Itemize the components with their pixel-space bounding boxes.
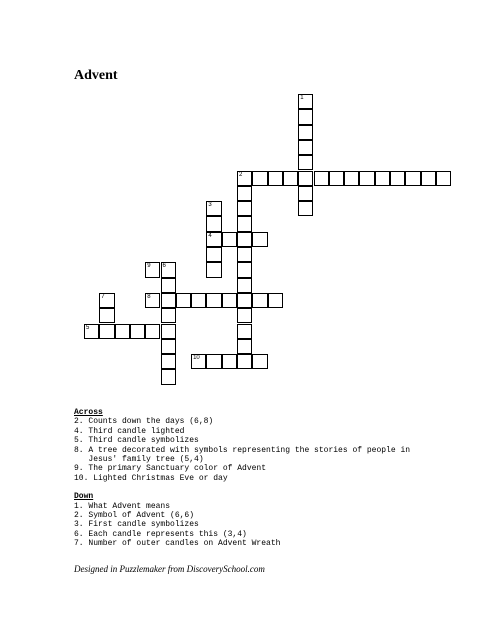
grid-cell[interactable] [237,171,252,186]
grid-cell[interactable] [161,262,176,277]
grid-cell[interactable] [145,262,160,277]
grid-cell[interactable] [99,293,114,308]
grid-cell[interactable] [222,232,237,247]
across-clue: 5. Third candle symbolizes [74,436,199,446]
grid-cell[interactable] [191,293,206,308]
grid-cell[interactable] [268,293,283,308]
across-clue: 4. Third candle lighted [74,426,185,436]
grid-cell[interactable] [421,171,436,186]
grid-cell[interactable] [84,324,99,339]
grid-cell[interactable] [115,324,130,339]
grid-cell[interactable] [344,171,359,186]
clue-number: 5 [86,324,90,331]
grid-cell[interactable] [222,354,237,369]
grid-cell[interactable] [268,171,283,186]
clues-section [74,408,410,549]
grid-cell[interactable] [206,354,221,369]
grid-cell[interactable] [298,186,313,201]
grid-cell[interactable] [298,201,313,216]
across-clue: 8. A tree decorated with symbols representing the stories of people in [74,445,411,455]
grid-cell[interactable] [237,278,252,293]
down-clue: 7. Number of outer candles on Advent Wreath [74,539,281,549]
grid-cell[interactable] [176,293,191,308]
grid-cell[interactable] [390,171,405,186]
grid-cell[interactable] [359,171,374,186]
down-heading: Down [74,492,94,502]
grid-cell[interactable] [252,232,267,247]
grid-cell[interactable] [298,140,313,155]
grid-cell[interactable] [206,293,221,308]
down-clue: 3. First candle symbolizes [74,520,199,530]
grid-cell[interactable] [130,324,145,339]
clue-number: 8 [147,293,151,300]
grid-cell[interactable] [298,109,313,124]
grid-cell[interactable] [314,171,329,186]
down-clue: 2. Symbol of Advent (6,6) [74,511,195,521]
grid-cell[interactable] [237,354,252,369]
grid-cell[interactable] [206,247,221,262]
clue-number: 9 [147,263,151,270]
grid-cell[interactable] [252,293,267,308]
clue-number: 10 [193,355,200,362]
grid-cell[interactable] [206,201,221,216]
grid-cell[interactable] [206,216,221,231]
down-clue: 6. Each candle represents this (3,4) [74,529,247,539]
grid-cell[interactable] [237,201,252,216]
grid-cell[interactable] [252,171,267,186]
grid-cell[interactable] [161,369,176,384]
grid-cell[interactable] [405,171,420,186]
footer-credit: Designed in Puzzlemaker from DiscoverySchool.com [74,564,265,574]
grid-cell[interactable] [161,324,176,339]
grid-cell[interactable] [375,171,390,186]
grid-cell[interactable] [237,186,252,201]
clue-number: 1 [300,95,304,101]
grid-cell[interactable] [237,262,252,277]
puzzle-title: Advent [74,68,118,83]
across-clue: 10. Lighted Christmas Eve or day [74,473,228,483]
across-heading: Across [74,408,103,417]
clue-number: 6 [162,263,166,270]
down-clue: 1. What Advent means [74,501,171,511]
clue-number: 3 [208,202,212,209]
grid-cell[interactable] [161,339,176,354]
grid-cell[interactable] [436,171,451,186]
clue-number: 4 [208,232,212,239]
grid-cell[interactable] [161,278,176,293]
grid-cell[interactable] [252,354,267,369]
across-clue: 9. The primary Sanctuary color of Advent [74,464,267,474]
grid-cell[interactable] [191,354,206,369]
grid-cell[interactable] [298,125,313,140]
grid-cell[interactable] [298,171,313,186]
grid-cell[interactable] [161,293,176,308]
grid-cell[interactable] [99,324,114,339]
grid-cell[interactable] [329,171,344,186]
clue-number: 2 [239,171,243,178]
across-clue: 2. Counts down the days (6,8) [74,417,214,427]
grid-cell[interactable] [237,308,252,323]
grid-cell[interactable] [298,94,313,109]
grid-cell[interactable] [237,293,252,308]
grid-cell[interactable] [237,232,252,247]
across-clue: Jesus' family tree (5,4) [74,455,204,465]
grid-cell[interactable] [237,216,252,231]
clue-number: 7 [101,293,105,300]
grid-cell[interactable] [145,324,160,339]
grid-cell[interactable] [161,308,176,323]
grid-cell[interactable] [237,324,252,339]
grid-cell[interactable] [206,232,221,247]
grid-cell[interactable] [206,262,221,277]
grid-cell[interactable] [237,339,252,354]
grid-cell[interactable] [99,308,114,323]
grid-cell[interactable] [237,247,252,262]
grid-cell[interactable] [161,354,176,369]
grid-cell[interactable] [298,155,313,170]
grid-cell[interactable] [283,171,298,186]
grid-cell[interactable] [145,293,160,308]
grid-cell[interactable] [222,293,237,308]
